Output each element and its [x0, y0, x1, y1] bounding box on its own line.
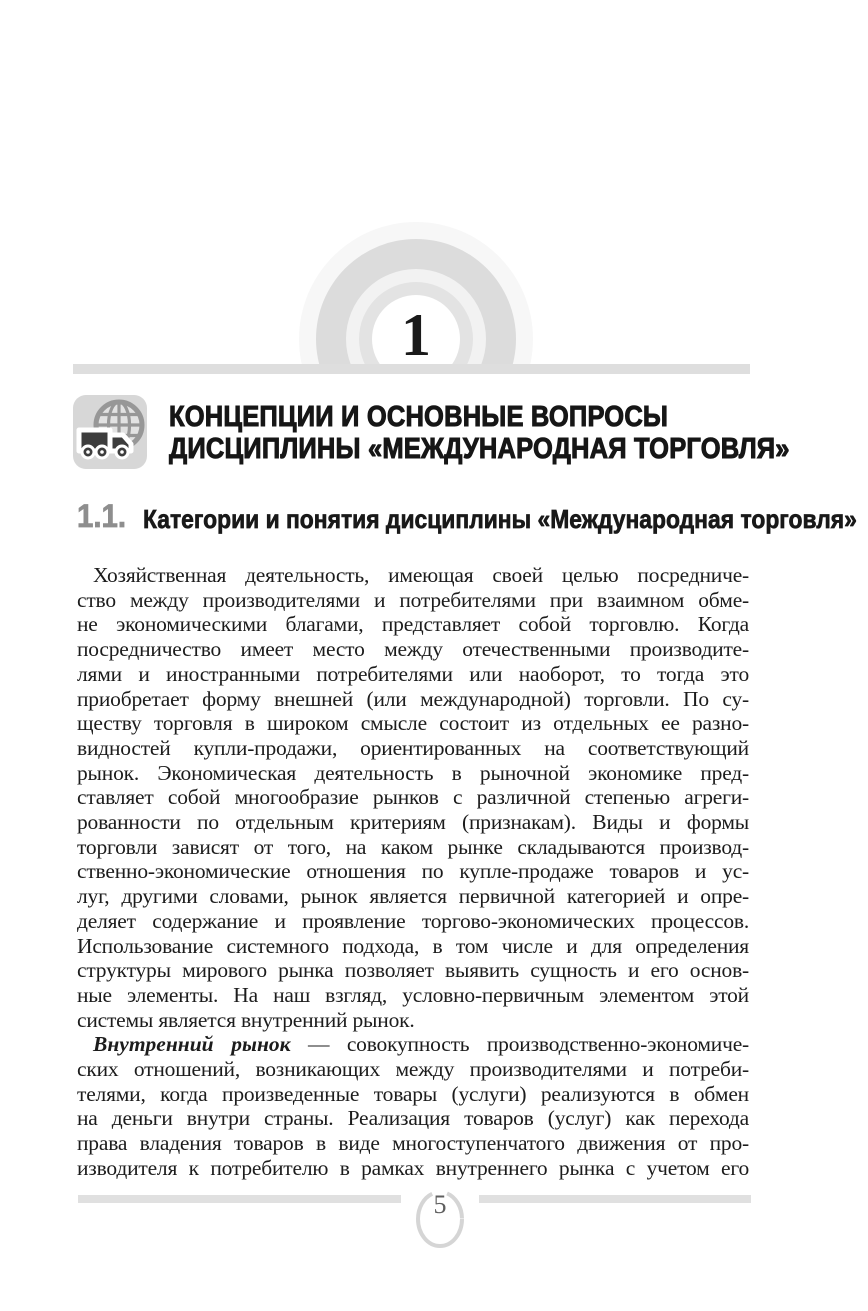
body-line: видностей купли-продажи, ориентированных на соответствующий — [77, 735, 749, 760]
body-line: ственно-экономические отношения по купле-продаже товаров и ус- — [77, 859, 749, 884]
body-line: ских отношений, возникающих между производителями и потреби- — [77, 1057, 749, 1082]
chapter-title — [169, 401, 790, 465]
body-line: ство между производителями и потребителями при взаимном обме- — [77, 587, 749, 612]
header-divider — [73, 364, 750, 374]
body-line: деляет содержание и проявление торгово-экономических процессов. — [77, 908, 749, 933]
body-line: Использование системного подхода, в том числе и для определения — [77, 933, 749, 958]
chapter-header — [73, 395, 868, 469]
body-line: торговли зависят от того, на каком рынке складываются производ- — [77, 834, 749, 859]
body-line: Хозяйственная деятельность, имеющая своей целью посредниче- — [93, 563, 749, 587]
body-line: приобретает форму внешней (или международной) торговли. По су- — [77, 686, 749, 711]
body-line: рованности по отдельным критериям (признакам). Виды и формы — [77, 810, 749, 835]
body-line: ставляет собой многообразие рынков с различной степенью агреги- — [77, 785, 749, 810]
globe-truck-icon — [73, 395, 147, 469]
chapter-title-line-2: ДИСЦИПЛИНЫ «МЕЖДУНАРОДНАЯ ТОРГОВЛЯ» — [169, 433, 790, 465]
body-text — [77, 563, 749, 1181]
body-line: посредничество имеет место между отечественными производите- — [77, 637, 749, 662]
chapter-title-line-1: КОНЦЕПЦИИ И ОСНОВНЫЕ ВОПРОСЫ — [169, 401, 669, 433]
body-line: ществу торговля в широком смысле состоит из отдельных ее разно- — [77, 711, 749, 736]
body-line: лями и иностранными потребителями или наоборот, то тогда это — [77, 661, 749, 686]
body-line: телями, когда произведенные товары (услуги) реализуются в обмен — [77, 1081, 749, 1106]
body-line: Внутренний рынок — совокупность производственно-экономиче- — [93, 1032, 749, 1057]
term-lead: Внутренний рынок — [93, 1032, 291, 1057]
body-line: ные элементы. На наш взгляд, условно-первичным элементом этой — [77, 982, 749, 1007]
body-line: структуры мирового рынка позволяет выявить сущность и его основ- — [77, 958, 749, 983]
body-line: не экономическими благами, представляет собой торговлю. Когда — [77, 612, 749, 637]
body-line: луг, другими словами, рынок является первичной категорией и опре- — [77, 884, 749, 909]
body-line: права владения товаров в виде многоступенчатого движения от про- — [77, 1131, 749, 1156]
page-number: 5 — [433, 1190, 447, 1219]
chapter-ornament — [299, 222, 533, 364]
body-line: системы является внутренний рынок. — [77, 1007, 415, 1032]
section-number: 1.1. — [77, 498, 127, 534]
body-line: рынок. Экономическая деятельность в рыночной экономике пред- — [77, 760, 749, 785]
chapter-number: 1 — [401, 302, 431, 364]
section-title: Категории и понятия дисциплины «Международная торговля» — [143, 504, 857, 534]
body-line: изводителя к потребителю в рамках внутреннего рынка с учетом его — [77, 1155, 749, 1180]
body-line: на деньги внутри страны. Реализация товаров (услуг) как перехода — [77, 1106, 749, 1131]
